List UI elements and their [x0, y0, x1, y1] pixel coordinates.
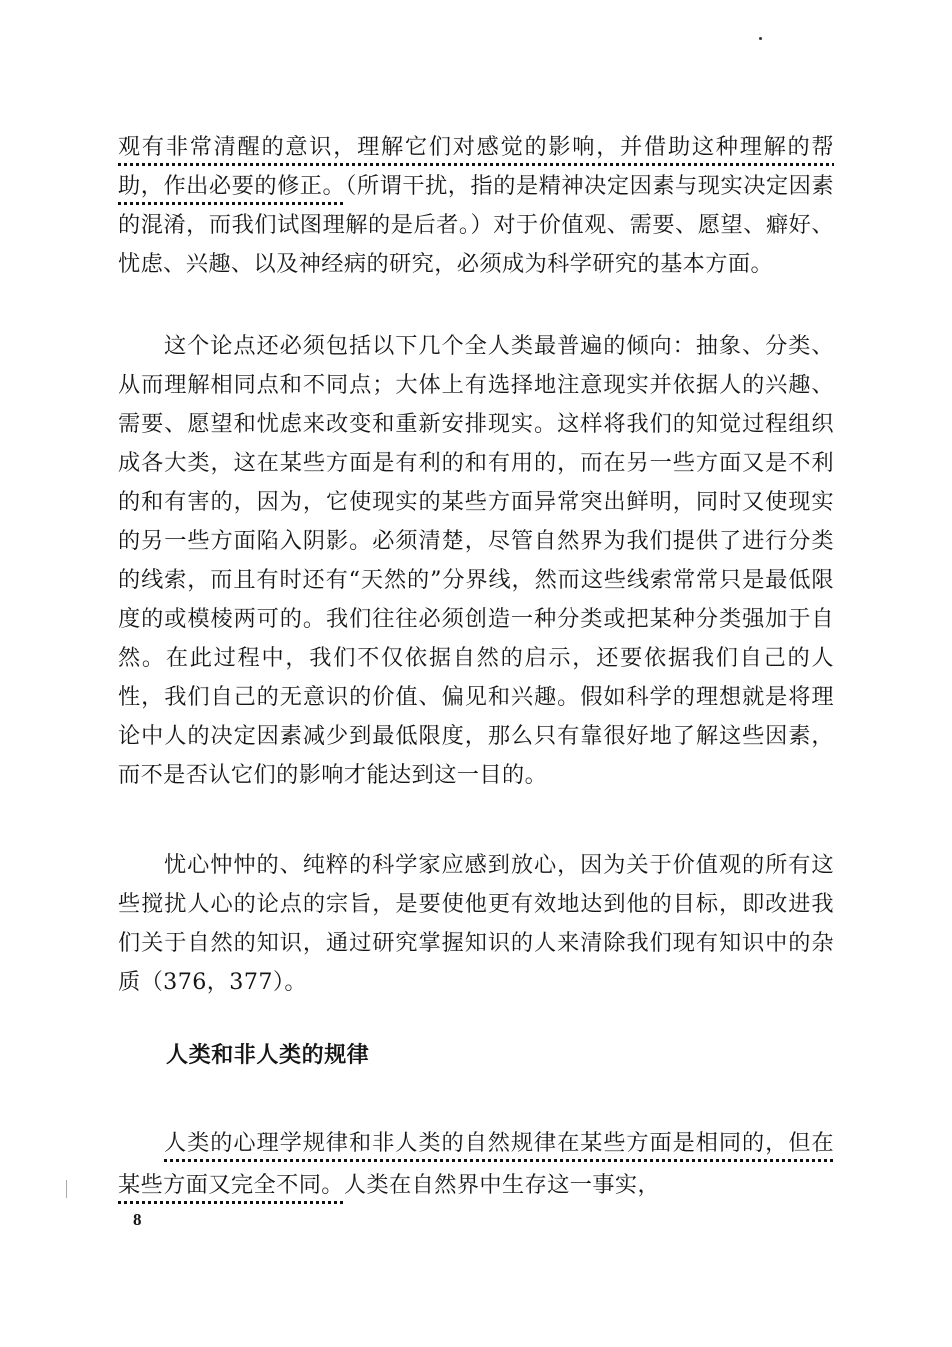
paragraph-2 — [118, 327, 834, 795]
scan-speck — [759, 37, 762, 40]
paragraph-2-text: 这个论点还必须包括以下几个全人类最普遍的倾向：抽象、分类、从而理解相同点和不同点；大体上有选择地注意现实并依据人的兴趣、需要、愿望和忧虑来改变和重新安排现实。这样将我们的知觉过程组织成各大类，这在某些方面是有利的和有用的，而在另一些方面又是不利的和有害的，因为，它使现实的某些方面异常突出鲜明，同时又使现实的另一些方面陷入阴影。必须清楚，尽管自然界为我们提供了进行分类的线索，而且有时还有“天然的”分界线，然而这些线索常常只是最低限度的或模棱两可的。我们往往必须创造一种分类或把某种分类强加于自然。在此过程中，我们不仅依据自然的启示，还要依据我们自己的人性，我们自己的无意识的价值、偏见和兴趣。假如科学的理想就是将理论中人的决定因素减少到最低限度，那么只有靠很好地了解这些因素，而不是否认它们的影响才能达到这一目的。 — [118, 333, 834, 788]
section-heading: 人类和非人类的规律 — [166, 1043, 370, 1068]
paragraph-1 — [118, 128, 834, 284]
emphasis-dotted-text: 人类的心理学规律和非人类的自然规律在某些方面是相同的，但在某些方面又完全不同。 — [118, 1130, 834, 1198]
page-number: 8 — [133, 1210, 142, 1229]
emphasis-dotted-text: 观有非常清醒的意识，理解它们对感觉的影响，并借助这种理解的帮助，作出必要的修正。 — [118, 134, 834, 199]
paragraph-4 — [118, 1122, 834, 1206]
paragraph-1-text: （所谓干扰，指的是精神决定因素与现实决定因素的混淆，而我们试图理解的是后者。）对于价值观、需要、愿望、癖好、忧虑、兴趣、以及神经病的研究，必须成为科学研究的基本方面。 — [118, 173, 835, 277]
scan-edge-mark — [66, 1180, 67, 1198]
paragraph-3 — [118, 846, 834, 1002]
paragraph-4-text: 人类在自然界中生存这一事实， — [343, 1172, 661, 1198]
paragraph-3-text: 忧心忡忡的、纯粹的科学家应感到放心，因为关于价值观的所有这些搅扰人心的论点的宗旨，是要使他更有效地达到他的目标，即改进我们关于自然的知识，通过研究掌握知识的人来清除我们现有知识中的杂质（376，377）。 — [118, 852, 834, 995]
